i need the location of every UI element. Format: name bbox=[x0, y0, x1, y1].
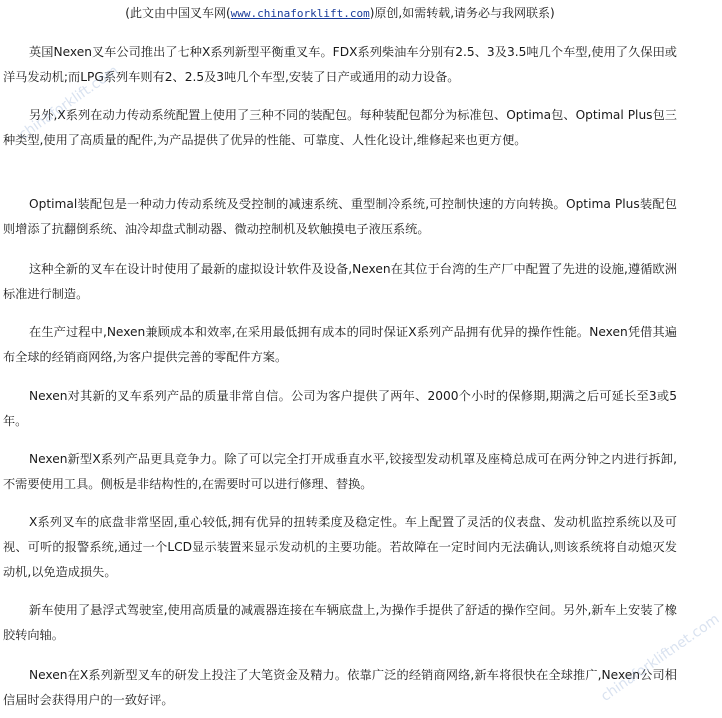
paragraph: 新车使用了悬浮式驾驶室,使用高质量的减震器连接在车辆底盘上,为操作手提供了舒适的操作空间。另外,新车上安装了橡胶转向轴。 bbox=[3, 603, 677, 642]
paragraph: 英国Nexen叉车公司推出了七种X系列新型平衡重叉车。FDX系列柴油车分别有2.5、3及3.5吨几个车型,使用了久保田或洋马发动机;而LPG系列车则有2、2.5及3吨几个车型,安装了日产或通用的动力设备。 bbox=[3, 45, 677, 84]
paragraph: X系列叉车的底盘非常坚固,重心较低,拥有优异的扭转柔度及稳定性。车上配置了灵活的仪表盘、发动机监控系统以及可视、可听的报警系统,通过一个LCD显示装置来显示发动机的主要功能。若故障在一定时间内无法确认,则该系统将自动熄灭发动机,以免造成损失。 bbox=[3, 515, 677, 579]
paragraph: Nexen在X系列新型叉车的研发上投注了大笔资金及精力。依靠广泛的经销商网络,新车将很快在全球推广,Nexen公司相信届时会获得用户的一致好评。 bbox=[3, 668, 677, 707]
paragraph: Nexen对其新的叉车系列产品的质量非常自信。公司为客户提供了两年、2000个小时的保修期,期满之后可延长至3或5年。 bbox=[3, 389, 677, 428]
paragraph: Nexen新型X系列产品更具竞争力。除了可以完全打开成垂直水平,铰接型发动机罩及座椅总成可在两分钟之内进行拆卸,不需要使用工具。侧板是非结构性的,在需要时可以进行修理、替换。 bbox=[3, 452, 677, 491]
paragraph: Optimal装配包是一种动力传动系统及受控制的减速系统、重型制冷系统,可控制快速的方向转换。Optima Plus装配包则增添了抗翻倒系统、油冷却盘式制动器、微动控制机及软触摸电子液压系统。 bbox=[3, 197, 677, 236]
source-link[interactable]: www.chinaforklift.com bbox=[230, 7, 370, 20]
notice-suffix: )原创,如需转载,请务必与我网联系) bbox=[369, 6, 555, 20]
watermark-logo: chinaforkliftnet.com bbox=[598, 611, 722, 705]
copyright-notice bbox=[0, 4, 680, 23]
paragraph: 在生产过程中,Nexen兼顾成本和效率,在采用最低拥有成本的同时保证X系列产品拥有优异的操作性能。Nexen凭借其遍布全球的经销商网络,为客户提供完善的零配件方案。 bbox=[3, 325, 677, 364]
paragraph: 这种全新的叉车在设计时使用了最新的虚拟设计软件及设备,Nexen在其位于台湾的生产厂中配置了先进的设施,遵循欧洲标准进行制造。 bbox=[3, 262, 677, 301]
notice-prefix: (此文由中国叉车网( bbox=[125, 6, 231, 20]
watermark-logo: chinaforklift.com bbox=[16, 62, 122, 144]
paragraph: 另外,X系列在动力传动系统配置上使用了三种不同的装配包。每种装配包都分为标准包、Optima包、Optimal Plus包三种类型,使用了高质量的配件,为产品提供了优异的性能、可靠度、人性化设计,维修起来也更方便。 bbox=[3, 108, 677, 147]
